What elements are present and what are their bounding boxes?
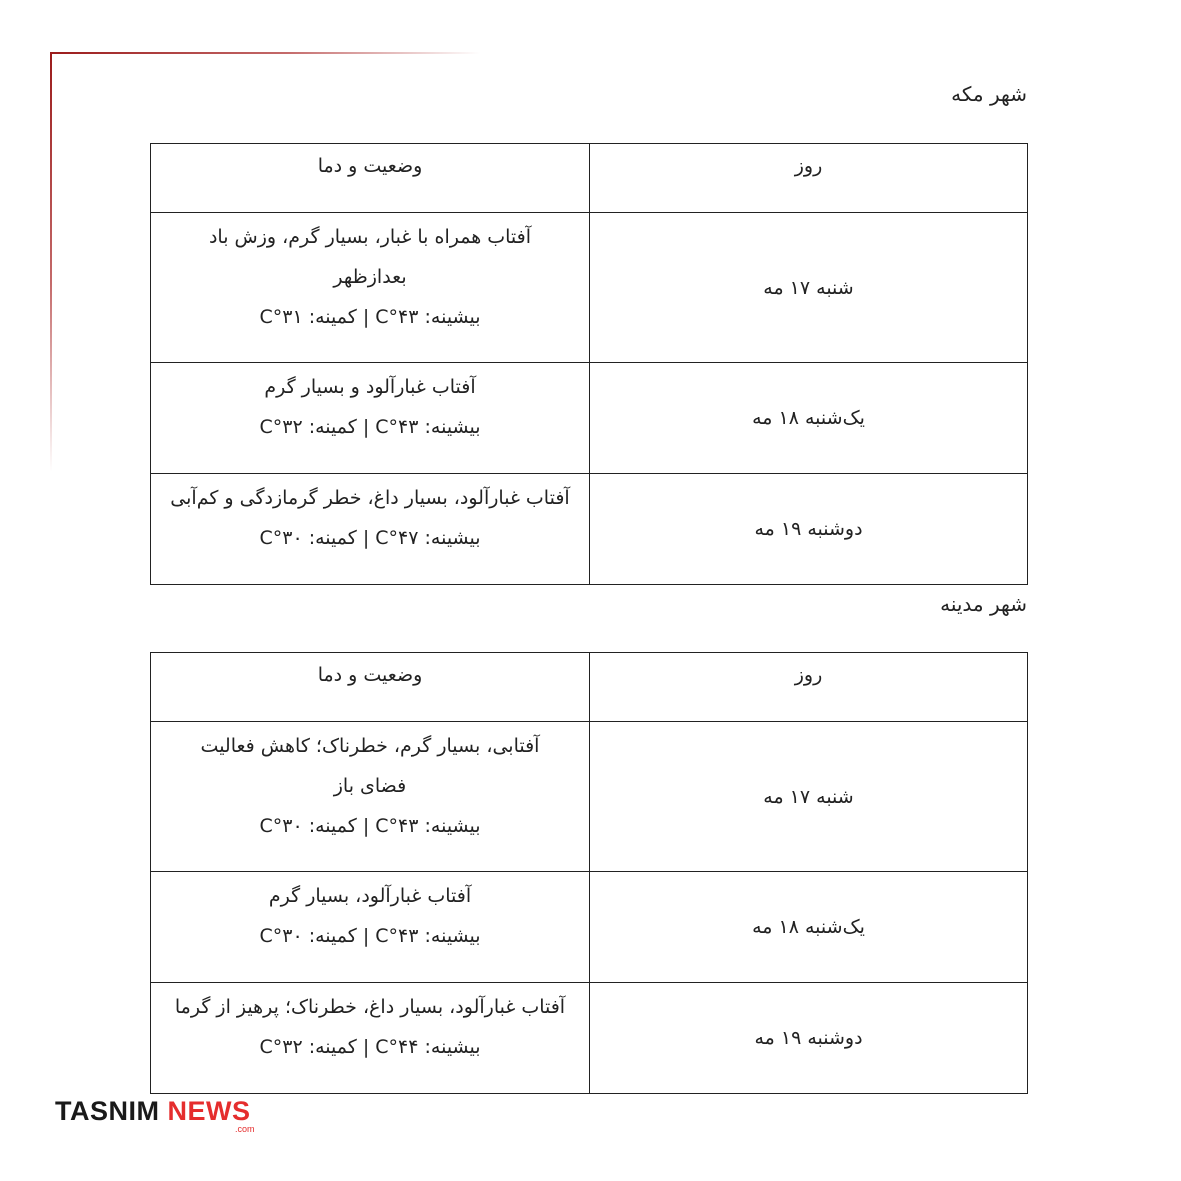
condition-text: آفتاب غبارآلود، بسیار گرم [268, 885, 472, 907]
header-day: روز [590, 653, 1028, 722]
condition-cell [151, 363, 590, 474]
day-cell: یک‌شنبه ۱۸ مه [590, 872, 1028, 983]
condition-text: آفتاب غبارآلود و بسیار گرم [264, 376, 476, 398]
frame-left-border [50, 52, 52, 472]
madinah-weather-table [150, 652, 1028, 1094]
day-cell: دوشنبه ۱۹ مه [590, 983, 1028, 1094]
table-header-row [151, 144, 1028, 213]
condition-cell [151, 474, 590, 585]
makkah-title: شهر مکه [951, 82, 1027, 106]
table-row [151, 213, 1028, 363]
condition-text: آفتاب غبارآلود، بسیار داغ، خطر گرمازدگی و کم‌آبی [170, 487, 570, 509]
logo-word-tasnim: TASNIM [55, 1096, 160, 1126]
condition-cell [151, 872, 590, 983]
day-cell: دوشنبه ۱۹ مه [590, 474, 1028, 585]
header-condition: وضعیت و دما [151, 144, 590, 213]
header-condition: وضعیت و دما [151, 653, 590, 722]
frame-top-border [50, 52, 480, 54]
makkah-weather-table [150, 143, 1028, 585]
condition-text: آفتاب غبارآلود، بسیار داغ، خطرناک؛ پرهیز از گرما [174, 996, 566, 1018]
tasnim-news-logo [55, 1096, 255, 1136]
condition-text: بعدازظهر [333, 266, 407, 288]
temperature-text: بیشینه: C°۴۳ | کمینه: C°۳۰ [259, 925, 481, 947]
day-cell: شنبه ۱۷ مه [590, 722, 1028, 872]
day-cell: یک‌شنبه ۱۸ مه [590, 363, 1028, 474]
temperature-text: بیشینه: C°۴۳ | کمینه: C°۳۰ [259, 815, 481, 837]
temperature-text: بیشینه: C°۴۴ | کمینه: C°۳۲ [259, 1036, 481, 1058]
logo-word-news: NEWS [167, 1096, 251, 1126]
condition-cell [151, 983, 590, 1094]
header-day: روز [590, 144, 1028, 213]
table-row [151, 983, 1028, 1094]
temperature-text: بیشینه: C°۴۳ | کمینه: C°۳۲ [259, 416, 481, 438]
temperature-text: بیشینه: C°۴۳ | کمینه: C°۳۱ [259, 306, 481, 328]
condition-text: آفتابی، بسیار گرم، خطرناک؛ کاهش فعالیت [200, 735, 540, 757]
condition-cell [151, 213, 590, 363]
madinah-title: شهر مدینه [940, 592, 1027, 616]
table-row [151, 722, 1028, 872]
table-header-row [151, 653, 1028, 722]
table-row [151, 363, 1028, 474]
table-row [151, 872, 1028, 983]
condition-text: آفتاب همراه با غبار، بسیار گرم، وزش باد [208, 226, 532, 248]
temperature-text: بیشینه: C°۴۷ | کمینه: C°۳۰ [259, 527, 481, 549]
day-cell: شنبه ۱۷ مه [590, 213, 1028, 363]
condition-text: فضای باز [333, 775, 407, 797]
table-row [151, 474, 1028, 585]
logo-suffix: .com [235, 1124, 255, 1134]
condition-cell [151, 722, 590, 872]
